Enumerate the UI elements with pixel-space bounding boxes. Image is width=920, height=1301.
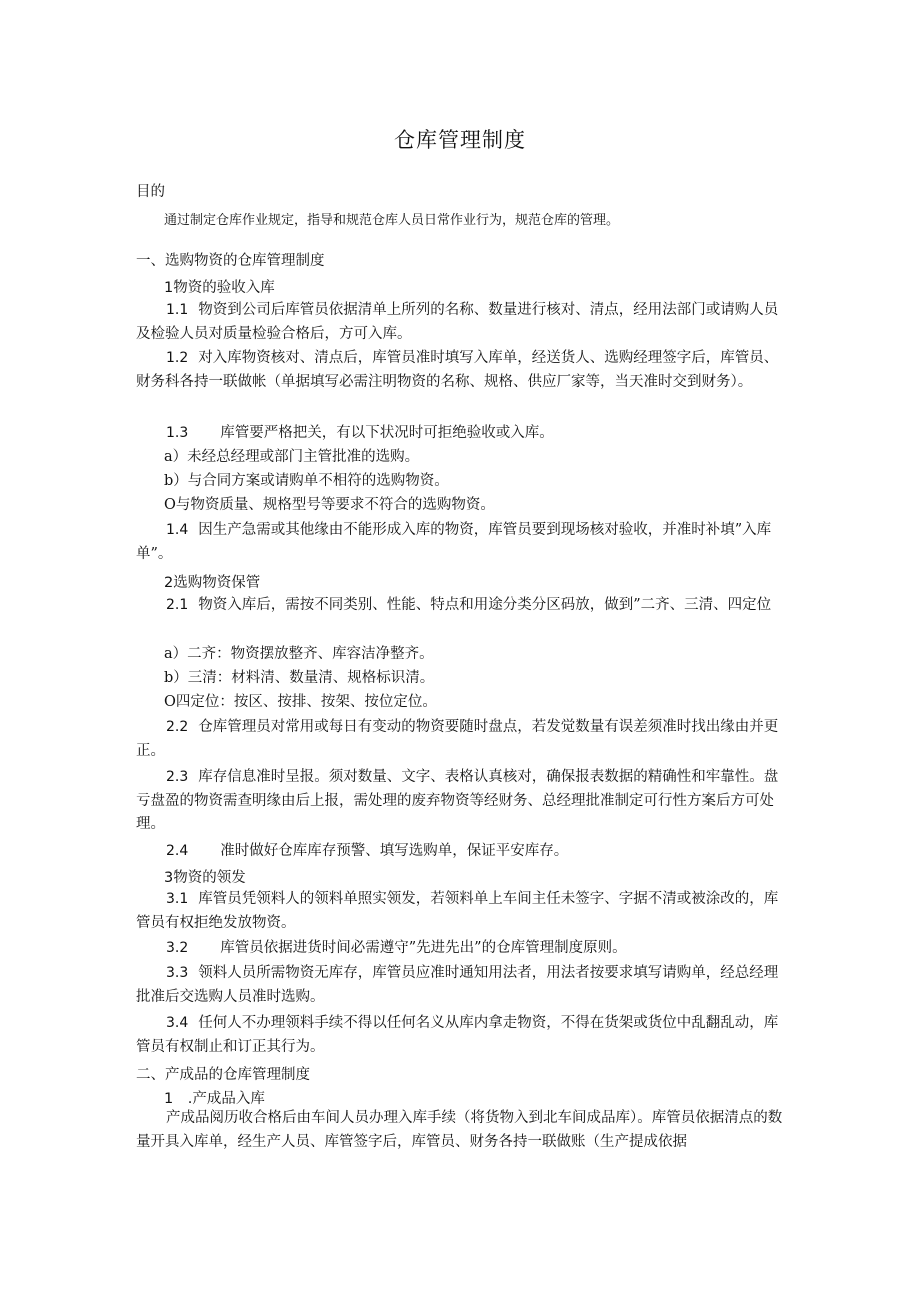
paragraph-number: 2.2 <box>166 719 189 735</box>
paragraph-text: 物资到公司后库管员依据清单上所列的名称、数量进行核对、清点，经用法部门或请购人员及检验人员对质量检验合格后，方可入库。 <box>136 302 779 342</box>
paragraph-number: 1.3 <box>166 425 189 441</box>
paragraph-2-4 <box>136 840 784 864</box>
section2-heading: 二、产成品的仓库管理制度 <box>136 1067 310 1083</box>
page-title: 仓库管理制度 <box>394 128 526 152</box>
paragraph-1-2 <box>136 347 784 394</box>
section2-sub1-heading: 1 .产成品入库 <box>164 1091 265 1107</box>
paragraph-1-4 <box>136 519 784 566</box>
paragraph-text: 仓库管理员对常用或每日有变动的物资要随时盘点，若发觉数量有误差须准时找出缘由并更正。 <box>136 719 779 759</box>
paragraph-1-1 <box>136 299 784 346</box>
paragraph-number: 3.2 <box>166 940 189 956</box>
list-item-a: a）未经总经理或部门主管批准的选购。 <box>164 449 420 465</box>
paragraph-2-1 <box>136 594 784 618</box>
list-item-b: b）三清：材料清、数量清、规格标识清。 <box>164 670 435 686</box>
list-item-b: b）与合同方案或请购单不相符的选购物资。 <box>164 473 449 489</box>
section1-heading: 一、选购物资的仓库管理制度 <box>136 253 325 269</box>
paragraph-number: 2.4 <box>166 843 189 859</box>
paragraph-text: 任何人不办理领料手续不得以任何名义从库内拿走物资，不得在货架或货位中乱翻乱动，库管员有权制止和订正其行为。 <box>136 1015 779 1055</box>
paragraph-3-3 <box>136 962 784 1009</box>
paragraph-number: 3.3 <box>166 965 189 981</box>
list-item-c: O与物资质量、规格型号等要求不符合的选购物资。 <box>164 497 495 513</box>
list-item-c: O四定位：按区、按排、按架、按位定位。 <box>164 694 437 710</box>
purpose-heading: 目的 <box>136 184 165 200</box>
paragraph-number: 1.4 <box>166 522 189 538</box>
paragraph-1-3 <box>136 422 784 446</box>
paragraph-number: 3.1 <box>166 891 189 907</box>
paragraph-text: 领料人员所需物资无库存，库管员应准时通知用法者，用法者按要求填写请购单，经总经理批准后交选购人员准时选购。 <box>136 965 779 1005</box>
paragraph-number: 2.1 <box>166 597 189 613</box>
paragraph-3-4 <box>136 1012 784 1059</box>
paragraph-text: 库管员依据进货时间必需遵守”先进先出”的仓库管理制度原则。 <box>220 940 627 956</box>
paragraph-2-2 <box>136 716 784 763</box>
paragraph-text: 因生产急需或其他缘由不能形成入库的物资，库管员要到现场核对验收，并准时补填”入库单”。 <box>136 522 772 562</box>
purpose-text: 通过制定仓库作业规定，指导和规范仓库人员日常作业行为，规范仓库的管理。 <box>164 213 620 228</box>
paragraph-3-2 <box>136 937 784 961</box>
paragraph-number: 3.4 <box>166 1015 189 1031</box>
sub1-heading: 1物资的验收入库 <box>164 280 275 296</box>
paragraph-text: 库存信息准时呈报。须对数量、文字、表格认真核对，确保报表数据的精确性和牢靠性。盘亏盘盈的物资需查明缘由后上报，需处理的废弃物资等经财务、总经理批准制定可行性方案后方可处理。 <box>136 769 779 832</box>
paragraph-text: 物资入库后，需按不同类别、性能、特点和用途分类分区码放，做到”二齐、三清、四定位 <box>198 597 772 613</box>
paragraph-3-1 <box>136 888 784 935</box>
paragraph-2-3 <box>136 766 784 837</box>
sub3-heading: 3物资的领发 <box>164 870 246 886</box>
paragraph-text: 库管要严格把关，有以下状况时可拒绝验收或入库。 <box>220 425 554 441</box>
list-item-a: a）二齐：物资摆放整齐、库容洁净整齐。 <box>164 646 434 662</box>
paragraph-text: 库管员凭领料人的领料单照实领发，若领料单上车间主任未签字、字据不清或被涂改的，库管员有权拒绝发放物资。 <box>136 891 779 931</box>
paragraph-number: 1.1 <box>166 302 189 318</box>
paragraph-text: 准时做好仓库库存预警、填写选购单，保证平安库存。 <box>220 843 569 859</box>
section2-paragraph: 产成品阅历收合格后由车间人员办理入库手续（将货物入到北车间成品库）。库管员依据清点的数量开具入库单，经生产人员、库管签字后，库管员、财务各持一联做账（生产提成依据 <box>136 1110 783 1150</box>
paragraph-text: 对入库物资核对、清点后，库管员准时填写入库单，经送货人、选购经理签字后，库管员、财务科各持一联做帐（单据填写必需注明物资的名称、规格、供应厂家等，当天准时交到财务）。 <box>136 350 779 390</box>
sub2-heading: 2选购物资保管 <box>164 575 261 591</box>
paragraph-number: 2.3 <box>166 769 189 785</box>
paragraph-number: 1.2 <box>166 350 189 366</box>
